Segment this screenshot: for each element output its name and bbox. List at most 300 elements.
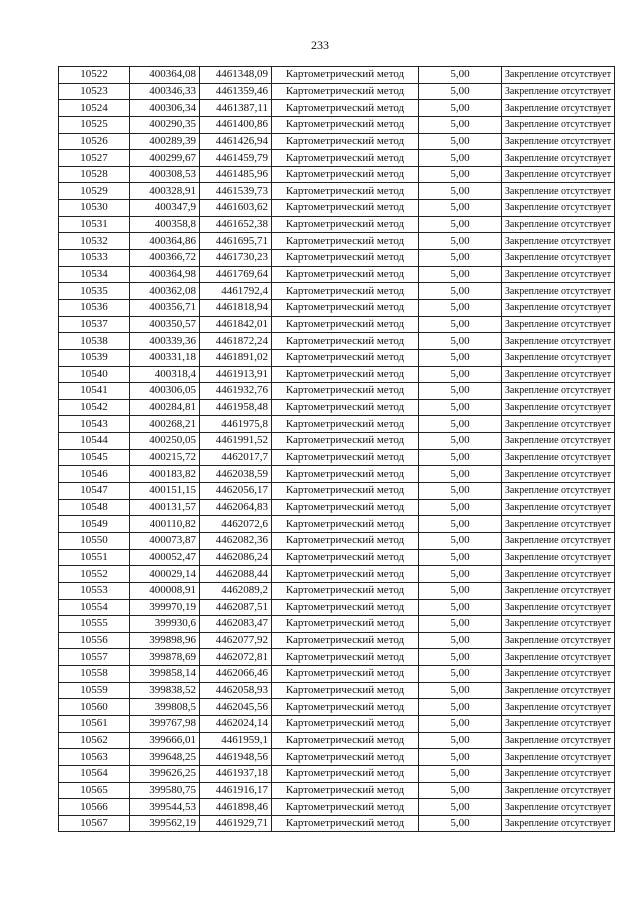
x-coordinate-cell: 400339,36	[130, 333, 200, 350]
table-row	[59, 483, 615, 500]
accuracy-cell: 5,00	[419, 466, 502, 483]
y-coordinate-cell: 4462083,47	[200, 616, 272, 633]
table-row	[59, 732, 615, 749]
method-cell: Картометрический метод	[272, 516, 419, 533]
point-number-cell: 10567	[59, 815, 130, 832]
table-row	[59, 416, 615, 433]
point-number-cell: 10566	[59, 799, 130, 816]
y-coordinate-cell: 4461929,71	[200, 815, 272, 832]
accuracy-cell: 5,00	[419, 383, 502, 400]
y-coordinate-cell: 4462066,46	[200, 666, 272, 683]
x-coordinate-cell: 399580,75	[130, 782, 200, 799]
x-coordinate-cell: 400358,8	[130, 216, 200, 233]
y-coordinate-cell: 4461426,94	[200, 133, 272, 150]
fixing-description-cell: Закрепление отсутствует	[502, 383, 615, 400]
point-number-cell: 10557	[59, 649, 130, 666]
method-cell: Картометрический метод	[272, 499, 419, 516]
accuracy-cell: 5,00	[419, 250, 502, 267]
accuracy-cell: 5,00	[419, 416, 502, 433]
x-coordinate-cell: 400215,72	[130, 449, 200, 466]
point-number-cell: 10541	[59, 383, 130, 400]
x-coordinate-cell: 400362,08	[130, 283, 200, 300]
coordinates-table-body	[59, 67, 615, 832]
fixing-description-cell: Закрепление отсутствует	[502, 483, 615, 500]
method-cell: Картометрический метод	[272, 83, 419, 100]
fixing-description-cell: Закрепление отсутствует	[502, 649, 615, 666]
accuracy-cell: 5,00	[419, 433, 502, 450]
point-number-cell: 10532	[59, 233, 130, 250]
accuracy-cell: 5,00	[419, 483, 502, 500]
y-coordinate-cell: 4461932,76	[200, 383, 272, 400]
accuracy-cell: 5,00	[419, 632, 502, 649]
method-cell: Картометрический метод	[272, 616, 419, 633]
x-coordinate-cell: 400347,9	[130, 200, 200, 217]
x-coordinate-cell: 400250,05	[130, 433, 200, 450]
y-coordinate-cell: 4462072,6	[200, 516, 272, 533]
method-cell: Картометрический метод	[272, 150, 419, 167]
y-coordinate-cell: 4461891,02	[200, 349, 272, 366]
y-coordinate-cell: 4461872,24	[200, 333, 272, 350]
accuracy-cell: 5,00	[419, 449, 502, 466]
table-row	[59, 433, 615, 450]
x-coordinate-cell: 399562,19	[130, 815, 200, 832]
point-number-cell: 10546	[59, 466, 130, 483]
y-coordinate-cell: 4461485,96	[200, 166, 272, 183]
method-cell: Картометрический метод	[272, 782, 419, 799]
x-coordinate-cell: 400350,57	[130, 316, 200, 333]
fixing-description-cell: Закрепление отсутствует	[502, 616, 615, 633]
table-row	[59, 499, 615, 516]
x-coordinate-cell: 400356,71	[130, 299, 200, 316]
y-coordinate-cell: 4462077,92	[200, 632, 272, 649]
x-coordinate-cell: 400366,72	[130, 250, 200, 267]
table-row	[59, 233, 615, 250]
table-row	[59, 399, 615, 416]
x-coordinate-cell: 400268,21	[130, 416, 200, 433]
y-coordinate-cell: 4461898,46	[200, 799, 272, 816]
y-coordinate-cell: 4461400,86	[200, 116, 272, 133]
x-coordinate-cell: 400131,57	[130, 499, 200, 516]
x-coordinate-cell: 399838,52	[130, 682, 200, 699]
point-number-cell: 10534	[59, 266, 130, 283]
accuracy-cell: 5,00	[419, 333, 502, 350]
accuracy-cell: 5,00	[419, 83, 502, 100]
x-coordinate-cell: 399666,01	[130, 732, 200, 749]
x-coordinate-cell: 399898,96	[130, 632, 200, 649]
table-row	[59, 283, 615, 300]
fixing-description-cell: Закрепление отсутствует	[502, 416, 615, 433]
accuracy-cell: 5,00	[419, 582, 502, 599]
point-number-cell: 10531	[59, 216, 130, 233]
x-coordinate-cell: 399808,5	[130, 699, 200, 716]
fixing-description-cell: Закрепление отсутствует	[502, 399, 615, 416]
point-number-cell: 10524	[59, 100, 130, 117]
page-number: 233	[311, 38, 329, 52]
fixing-description-cell: Закрепление отсутствует	[502, 316, 615, 333]
fixing-description-cell: Закрепление отсутствует	[502, 433, 615, 450]
x-coordinate-cell: 400183,82	[130, 466, 200, 483]
fixing-description-cell: Закрепление отсутствует	[502, 299, 615, 316]
point-number-cell: 10545	[59, 449, 130, 466]
table-row	[59, 200, 615, 217]
y-coordinate-cell: 4461958,48	[200, 399, 272, 416]
method-cell: Картометрический метод	[272, 666, 419, 683]
fixing-description-cell: Закрепление отсутствует	[502, 715, 615, 732]
point-number-cell: 10533	[59, 250, 130, 267]
point-number-cell: 10551	[59, 549, 130, 566]
y-coordinate-cell: 4462038,59	[200, 466, 272, 483]
accuracy-cell: 5,00	[419, 266, 502, 283]
accuracy-cell: 5,00	[419, 749, 502, 766]
x-coordinate-cell: 400290,35	[130, 116, 200, 133]
point-number-cell: 10522	[59, 67, 130, 84]
fixing-description-cell: Закрепление отсутствует	[502, 782, 615, 799]
accuracy-cell: 5,00	[419, 649, 502, 666]
table-row	[59, 632, 615, 649]
accuracy-cell: 5,00	[419, 499, 502, 516]
point-number-cell: 10559	[59, 682, 130, 699]
table-row	[59, 449, 615, 466]
y-coordinate-cell: 4461539,73	[200, 183, 272, 200]
x-coordinate-cell: 399626,25	[130, 765, 200, 782]
point-number-cell: 10550	[59, 532, 130, 549]
accuracy-cell: 5,00	[419, 815, 502, 832]
x-coordinate-cell: 400308,53	[130, 166, 200, 183]
fixing-description-cell: Закрепление отсутствует	[502, 666, 615, 683]
x-coordinate-cell: 399970,19	[130, 599, 200, 616]
y-coordinate-cell: 4462058,93	[200, 682, 272, 699]
y-coordinate-cell: 4462017,7	[200, 449, 272, 466]
x-coordinate-cell: 400346,33	[130, 83, 200, 100]
fixing-description-cell: Закрепление отсутствует	[502, 233, 615, 250]
table-row	[59, 116, 615, 133]
x-coordinate-cell: 400306,34	[130, 100, 200, 117]
fixing-description-cell: Закрепление отсутствует	[502, 516, 615, 533]
fixing-description-cell: Закрепление отсутствует	[502, 333, 615, 350]
y-coordinate-cell: 4462024,14	[200, 715, 272, 732]
accuracy-cell: 5,00	[419, 549, 502, 566]
method-cell: Картометрический метод	[272, 283, 419, 300]
method-cell: Картометрический метод	[272, 183, 419, 200]
fixing-description-cell: Закрепление отсутствует	[502, 250, 615, 267]
y-coordinate-cell: 4462064,83	[200, 499, 272, 516]
accuracy-cell: 5,00	[419, 715, 502, 732]
table-row	[59, 150, 615, 167]
fixing-description-cell: Закрепление отсутствует	[502, 116, 615, 133]
x-coordinate-cell: 399930,6	[130, 616, 200, 633]
y-coordinate-cell: 4461769,64	[200, 266, 272, 283]
fixing-description-cell: Закрепление отсутствует	[502, 682, 615, 699]
fixing-description-cell: Закрепление отсутствует	[502, 549, 615, 566]
x-coordinate-cell: 399858,14	[130, 666, 200, 683]
fixing-description-cell: Закрепление отсутствует	[502, 83, 615, 100]
y-coordinate-cell: 4461730,23	[200, 250, 272, 267]
point-number-cell: 10536	[59, 299, 130, 316]
table-row	[59, 616, 615, 633]
table-row	[59, 183, 615, 200]
accuracy-cell: 5,00	[419, 666, 502, 683]
method-cell: Картометрический метод	[272, 299, 419, 316]
table-row	[59, 250, 615, 267]
x-coordinate-cell: 399544,53	[130, 799, 200, 816]
y-coordinate-cell: 4462056,17	[200, 483, 272, 500]
point-number-cell: 10563	[59, 749, 130, 766]
x-coordinate-cell: 400052,47	[130, 549, 200, 566]
method-cell: Картометрический метод	[272, 116, 419, 133]
accuracy-cell: 5,00	[419, 116, 502, 133]
accuracy-cell: 5,00	[419, 516, 502, 533]
x-coordinate-cell: 400073,87	[130, 532, 200, 549]
point-number-cell: 10558	[59, 666, 130, 683]
method-cell: Картометрический метод	[272, 250, 419, 267]
table-row	[59, 532, 615, 549]
method-cell: Картометрический метод	[272, 67, 419, 84]
fixing-description-cell: Закрепление отсутствует	[502, 532, 615, 549]
y-coordinate-cell: 4462088,44	[200, 566, 272, 583]
x-coordinate-cell: 399878,69	[130, 649, 200, 666]
y-coordinate-cell: 4462082,36	[200, 532, 272, 549]
y-coordinate-cell: 4462086,24	[200, 549, 272, 566]
point-number-cell: 10564	[59, 765, 130, 782]
table-row	[59, 699, 615, 716]
fixing-description-cell: Закрепление отсутствует	[502, 799, 615, 816]
accuracy-cell: 5,00	[419, 799, 502, 816]
accuracy-cell: 5,00	[419, 133, 502, 150]
method-cell: Картометрический метод	[272, 466, 419, 483]
x-coordinate-cell: 400008,91	[130, 582, 200, 599]
method-cell: Картометрический метод	[272, 582, 419, 599]
point-number-cell: 10547	[59, 483, 130, 500]
method-cell: Картометрический метод	[272, 649, 419, 666]
point-number-cell: 10562	[59, 732, 130, 749]
x-coordinate-cell: 400284,81	[130, 399, 200, 416]
table-row	[59, 333, 615, 350]
fixing-description-cell: Закрепление отсутствует	[502, 632, 615, 649]
fixing-description-cell: Закрепление отсутствует	[502, 133, 615, 150]
x-coordinate-cell: 400029,14	[130, 566, 200, 583]
fixing-description-cell: Закрепление отсутствует	[502, 100, 615, 117]
point-number-cell: 10543	[59, 416, 130, 433]
point-number-cell: 10535	[59, 283, 130, 300]
fixing-description-cell: Закрепление отсутствует	[502, 366, 615, 383]
point-number-cell: 10526	[59, 133, 130, 150]
x-coordinate-cell: 400364,98	[130, 266, 200, 283]
table-row	[59, 815, 615, 832]
point-number-cell: 10530	[59, 200, 130, 217]
method-cell: Картометрический метод	[272, 799, 419, 816]
x-coordinate-cell: 400331,18	[130, 349, 200, 366]
fixing-description-cell: Закрепление отсутствует	[502, 449, 615, 466]
y-coordinate-cell: 4461652,38	[200, 216, 272, 233]
accuracy-cell: 5,00	[419, 67, 502, 84]
point-number-cell: 10553	[59, 582, 130, 599]
accuracy-cell: 5,00	[419, 616, 502, 633]
accuracy-cell: 5,00	[419, 699, 502, 716]
x-coordinate-cell: 399648,25	[130, 749, 200, 766]
table-row	[59, 216, 615, 233]
fixing-description-cell: Закрепление отсутствует	[502, 67, 615, 84]
accuracy-cell: 5,00	[419, 299, 502, 316]
point-number-cell: 10565	[59, 782, 130, 799]
point-number-cell: 10549	[59, 516, 130, 533]
method-cell: Картометрический метод	[272, 682, 419, 699]
y-coordinate-cell: 4461948,56	[200, 749, 272, 766]
fixing-description-cell: Закрепление отсутствует	[502, 283, 615, 300]
table-row	[59, 383, 615, 400]
fixing-description-cell: Закрепление отсутствует	[502, 499, 615, 516]
y-coordinate-cell: 4461792,4	[200, 283, 272, 300]
accuracy-cell: 5,00	[419, 765, 502, 782]
method-cell: Картометрический метод	[272, 133, 419, 150]
y-coordinate-cell: 4461959,1	[200, 732, 272, 749]
fixing-description-cell: Закрепление отсутствует	[502, 150, 615, 167]
table-row	[59, 682, 615, 699]
method-cell: Картометрический метод	[272, 316, 419, 333]
y-coordinate-cell: 4461459,79	[200, 150, 272, 167]
x-coordinate-cell: 400364,86	[130, 233, 200, 250]
coordinates-table	[58, 66, 615, 832]
method-cell: Картометрический метод	[272, 749, 419, 766]
point-number-cell: 10523	[59, 83, 130, 100]
x-coordinate-cell: 400289,39	[130, 133, 200, 150]
x-coordinate-cell: 400151,15	[130, 483, 200, 500]
method-cell: Картометрический метод	[272, 699, 419, 716]
table-row	[59, 299, 615, 316]
fixing-description-cell: Закрепление отсутствует	[502, 815, 615, 832]
table-row	[59, 466, 615, 483]
method-cell: Картометрический метод	[272, 383, 419, 400]
table-row	[59, 649, 615, 666]
method-cell: Картометрический метод	[272, 566, 419, 583]
point-number-cell: 10544	[59, 433, 130, 450]
accuracy-cell: 5,00	[419, 316, 502, 333]
accuracy-cell: 5,00	[419, 349, 502, 366]
method-cell: Картометрический метод	[272, 166, 419, 183]
accuracy-cell: 5,00	[419, 399, 502, 416]
table-row	[59, 266, 615, 283]
method-cell: Картометрический метод	[272, 433, 419, 450]
method-cell: Картометрический метод	[272, 399, 419, 416]
y-coordinate-cell: 4461842,01	[200, 316, 272, 333]
table-row	[59, 782, 615, 799]
method-cell: Картометрический метод	[272, 532, 419, 549]
y-coordinate-cell: 4462045,56	[200, 699, 272, 716]
fixing-description-cell: Закрепление отсутствует	[502, 582, 615, 599]
table-row	[59, 799, 615, 816]
table-row	[59, 715, 615, 732]
table-row	[59, 765, 615, 782]
method-cell: Картометрический метод	[272, 815, 419, 832]
method-cell: Картометрический метод	[272, 200, 419, 217]
table-row	[59, 83, 615, 100]
point-number-cell: 10537	[59, 316, 130, 333]
fixing-description-cell: Закрепление отсутствует	[502, 349, 615, 366]
accuracy-cell: 5,00	[419, 566, 502, 583]
method-cell: Картометрический метод	[272, 416, 419, 433]
point-number-cell: 10552	[59, 566, 130, 583]
accuracy-cell: 5,00	[419, 233, 502, 250]
accuracy-cell: 5,00	[419, 732, 502, 749]
table-row	[59, 166, 615, 183]
method-cell: Картометрический метод	[272, 632, 419, 649]
y-coordinate-cell: 4461387,11	[200, 100, 272, 117]
point-number-cell: 10539	[59, 349, 130, 366]
fixing-description-cell: Закрепление отсутствует	[502, 466, 615, 483]
y-coordinate-cell: 4462089,2	[200, 582, 272, 599]
fixing-description-cell: Закрепление отсутствует	[502, 732, 615, 749]
accuracy-cell: 5,00	[419, 682, 502, 699]
table-row	[59, 566, 615, 583]
y-coordinate-cell: 4461603,62	[200, 200, 272, 217]
y-coordinate-cell: 4461818,94	[200, 299, 272, 316]
fixing-description-cell: Закрепление отсутствует	[502, 216, 615, 233]
method-cell: Картометрический метод	[272, 765, 419, 782]
fixing-description-cell: Закрепление отсутствует	[502, 266, 615, 283]
point-number-cell: 10555	[59, 616, 130, 633]
y-coordinate-cell: 4461359,46	[200, 83, 272, 100]
x-coordinate-cell: 400364,08	[130, 67, 200, 84]
table-row	[59, 666, 615, 683]
table-row	[59, 100, 615, 117]
y-coordinate-cell: 4462087,51	[200, 599, 272, 616]
point-number-cell: 10540	[59, 366, 130, 383]
table-row	[59, 549, 615, 566]
y-coordinate-cell: 4461975,8	[200, 416, 272, 433]
fixing-description-cell: Закрепление отсутствует	[502, 765, 615, 782]
table-row	[59, 316, 615, 333]
y-coordinate-cell: 4461348,09	[200, 67, 272, 84]
table-row	[59, 349, 615, 366]
point-number-cell: 10525	[59, 116, 130, 133]
method-cell: Картометрический метод	[272, 266, 419, 283]
point-number-cell: 10538	[59, 333, 130, 350]
method-cell: Картометрический метод	[272, 333, 419, 350]
accuracy-cell: 5,00	[419, 782, 502, 799]
method-cell: Картометрический метод	[272, 216, 419, 233]
method-cell: Картометрический метод	[272, 349, 419, 366]
point-number-cell: 10556	[59, 632, 130, 649]
x-coordinate-cell: 400306,05	[130, 383, 200, 400]
point-number-cell: 10542	[59, 399, 130, 416]
method-cell: Картометрический метод	[272, 366, 419, 383]
point-number-cell: 10561	[59, 715, 130, 732]
point-number-cell: 10548	[59, 499, 130, 516]
method-cell: Картометрический метод	[272, 732, 419, 749]
method-cell: Картометрический метод	[272, 549, 419, 566]
accuracy-cell: 5,00	[419, 532, 502, 549]
x-coordinate-cell: 400318,4	[130, 366, 200, 383]
fixing-description-cell: Закрепление отсутствует	[502, 200, 615, 217]
y-coordinate-cell: 4461937,18	[200, 765, 272, 782]
x-coordinate-cell: 400299,67	[130, 150, 200, 167]
fixing-description-cell: Закрепление отсутствует	[502, 566, 615, 583]
method-cell: Картометрический метод	[272, 599, 419, 616]
method-cell: Картометрический метод	[272, 100, 419, 117]
accuracy-cell: 5,00	[419, 200, 502, 217]
table-row	[59, 67, 615, 84]
fixing-description-cell: Закрепление отсутствует	[502, 166, 615, 183]
accuracy-cell: 5,00	[419, 216, 502, 233]
point-number-cell: 10560	[59, 699, 130, 716]
fixing-description-cell: Закрепление отсутствует	[502, 749, 615, 766]
point-number-cell: 10554	[59, 599, 130, 616]
point-number-cell: 10529	[59, 183, 130, 200]
y-coordinate-cell: 4462072,81	[200, 649, 272, 666]
x-coordinate-cell: 400328,91	[130, 183, 200, 200]
x-coordinate-cell: 400110,82	[130, 516, 200, 533]
table-row	[59, 599, 615, 616]
accuracy-cell: 5,00	[419, 150, 502, 167]
